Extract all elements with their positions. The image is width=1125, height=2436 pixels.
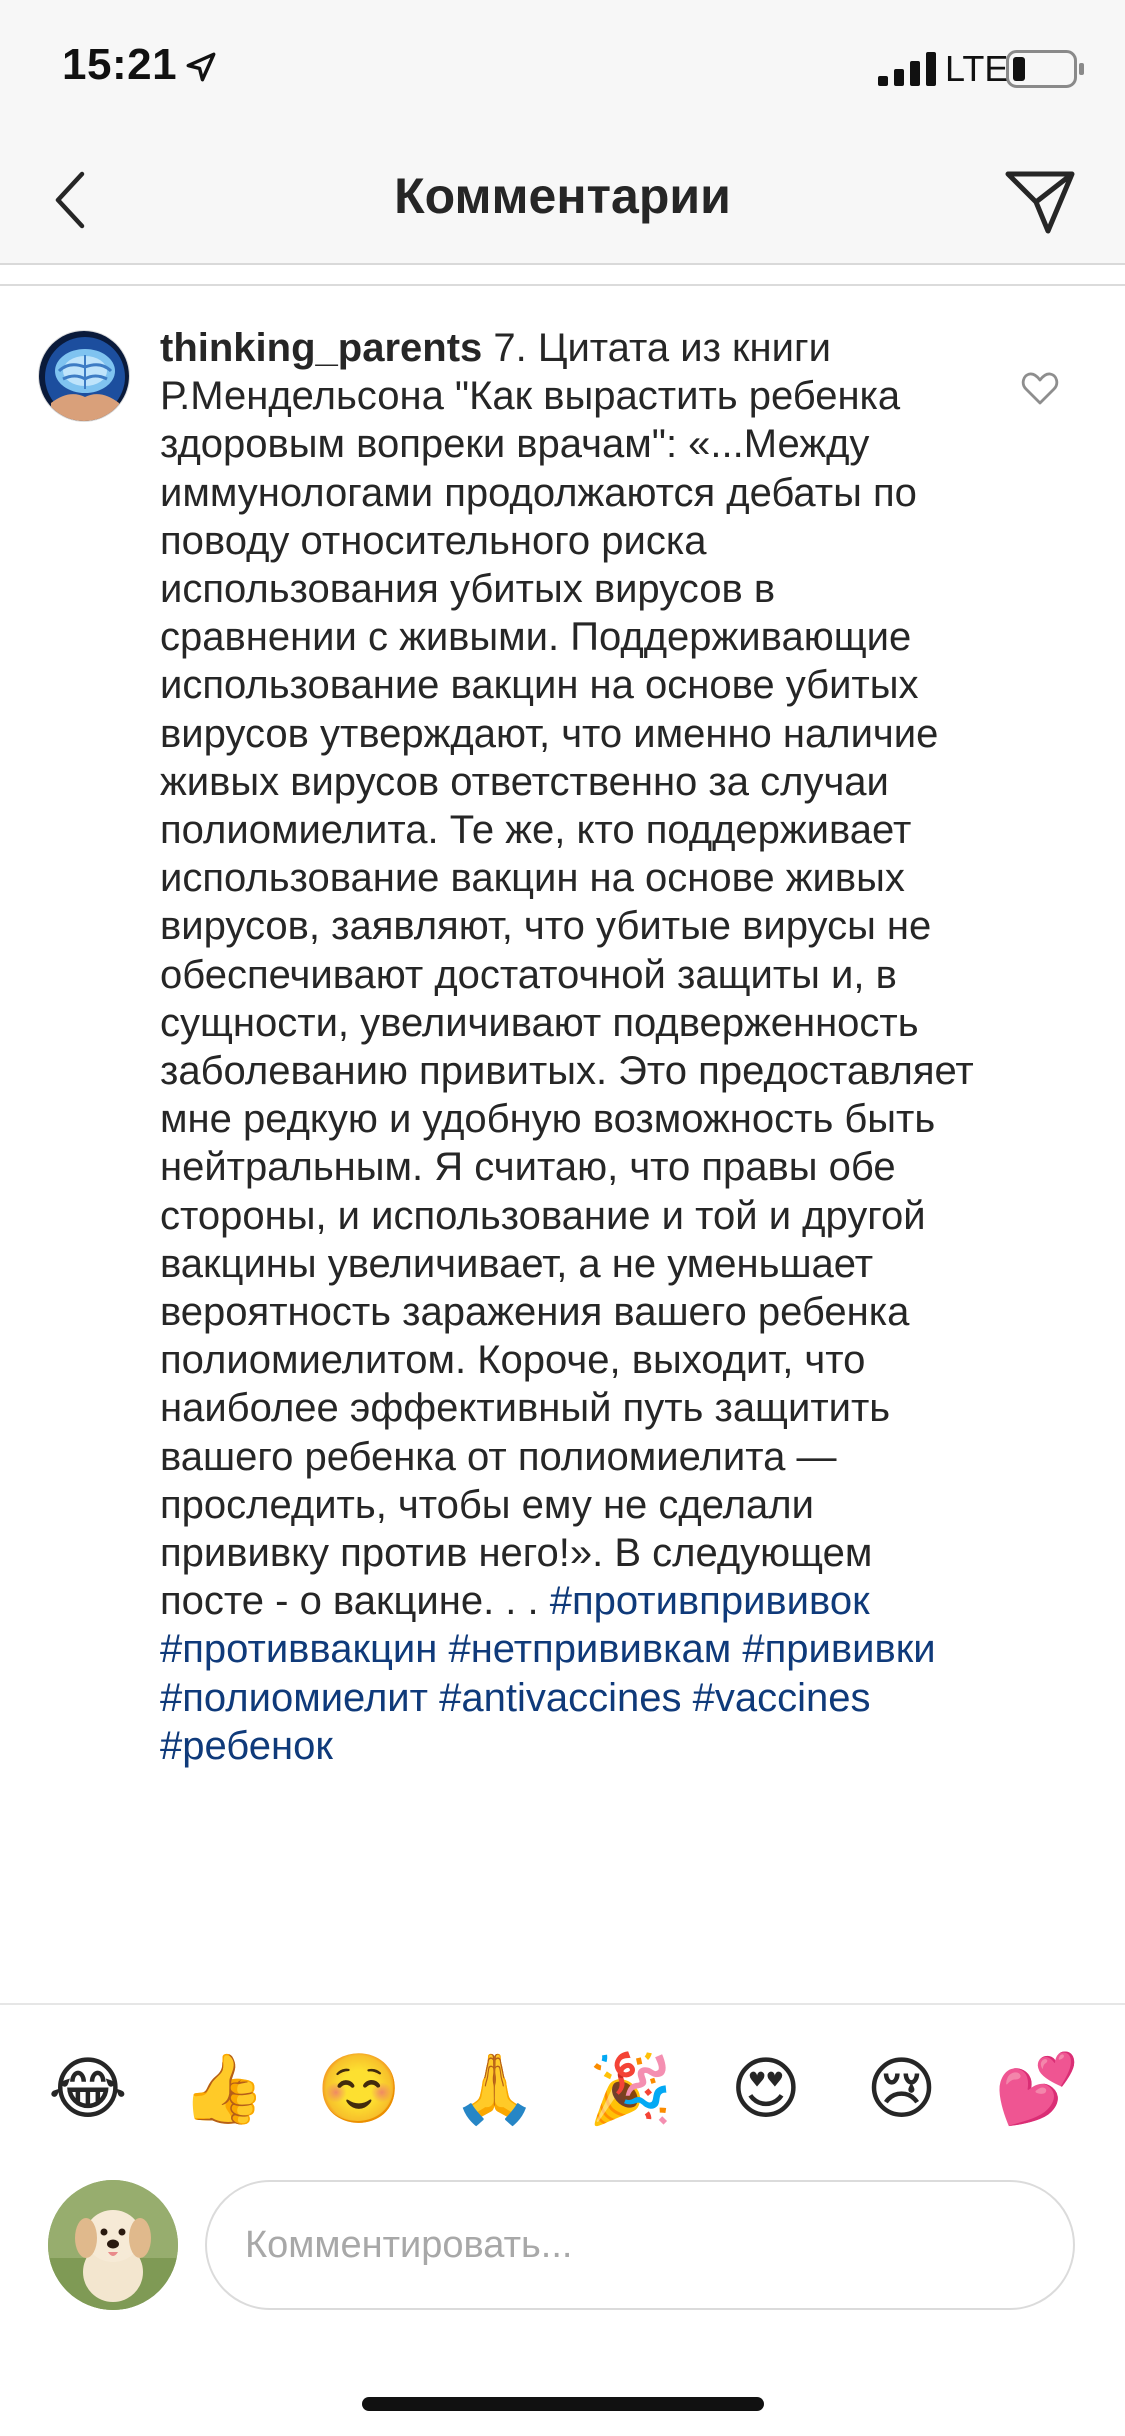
share-button[interactable] <box>995 157 1085 247</box>
puppy-photo-icon <box>48 2180 178 2310</box>
comment-text <box>160 324 980 1770</box>
home-indicator[interactable] <box>362 2397 764 2411</box>
emoji-party-popper[interactable]: 🎉 <box>587 2050 673 2129</box>
like-button[interactable] <box>1020 368 1060 408</box>
emoji-tears-of-joy[interactable]: 😂 <box>48 2050 128 2129</box>
hashtag-link[interactable]: #прививки <box>742 1627 936 1672</box>
hashtag-link[interactable]: #ребенок <box>160 1723 333 1768</box>
location-arrow-icon <box>184 50 218 84</box>
current-user-avatar <box>48 2180 178 2310</box>
emoji-heart-eyes[interactable]: 😍 <box>730 2050 802 2129</box>
hashtag-link[interactable]: #противпрививок <box>549 1579 870 1624</box>
comment-username[interactable]: thinking_parents <box>160 326 483 370</box>
brain-logo-icon <box>39 331 130 422</box>
nav-header <box>0 135 1125 265</box>
heart-outline-icon <box>1023 374 1057 403</box>
commenter-avatar[interactable] <box>38 330 130 422</box>
hashtag-link[interactable]: #противвакцин <box>160 1627 438 1672</box>
paper-plane-icon <box>1004 169 1076 235</box>
divider <box>0 2003 1125 2005</box>
divider <box>0 284 1125 286</box>
emoji-crying[interactable]: 😢 <box>866 2050 937 2129</box>
emoji-folded-hands[interactable]: 🙏 <box>452 2050 538 2129</box>
emoji-two-hearts[interactable]: 💕 <box>994 2050 1080 2129</box>
page-title: Комментарии <box>394 168 731 224</box>
hashtag-link[interactable]: #полиомиелит <box>160 1675 428 1720</box>
status-time: 15:21 <box>62 40 178 89</box>
hashtag-link[interactable]: #antivaccines <box>439 1675 682 1720</box>
comment-message: 7. Цитата из книги Р.Мендельсона "Как вырастить ребенка здоровым вопреки врачам": «...Между иммунологами продолжаются дебаты по поводу относительного риска использования убитых вирусов в сравнении с живыми. Поддерживающие использование вакцин на основе убитых вирусов утверждают, что именно наличие живых вирусов ответственно за случаи полиомиелита. Те же, кто поддерживает использование вакцин на основе живых вирусов, заявляют, что убитые вирусы не обеспечивают достаточной защиты и, в сущности, увеличивают подверженность заболеванию привитых. Это предоставляет мне редкую и удобную возможность быть нейтральным. Я считаю, что правы обе стороны, и использование и той и другой вакцины увеличивает, а не уменьшает вероятность заражения вашего ребенка полиомиелитом. Короче, выходит, что наиболее эффективный путь защитить вашего ребенка от полиомиелита — проследить, чтобы ему не сделали прививку против него!». В следующем посте - о вакцине. . . <box>160 326 974 1624</box>
signal-bars-icon <box>878 52 936 86</box>
emoji-bar <box>0 2020 1125 2160</box>
network-type-label: LTE <box>945 48 1009 89</box>
hashtag-link[interactable]: #нетпрививкам <box>448 1627 732 1672</box>
hashtag-link[interactable]: #vaccines <box>692 1675 871 1720</box>
emoji-smiling[interactable]: ☺️ <box>316 2050 402 2129</box>
emoji-thumbs-up[interactable]: 👍 <box>181 2050 266 2129</box>
comment-input[interactable] <box>205 2180 1075 2310</box>
status-bar <box>0 0 1125 135</box>
battery-icon <box>1006 50 1086 88</box>
